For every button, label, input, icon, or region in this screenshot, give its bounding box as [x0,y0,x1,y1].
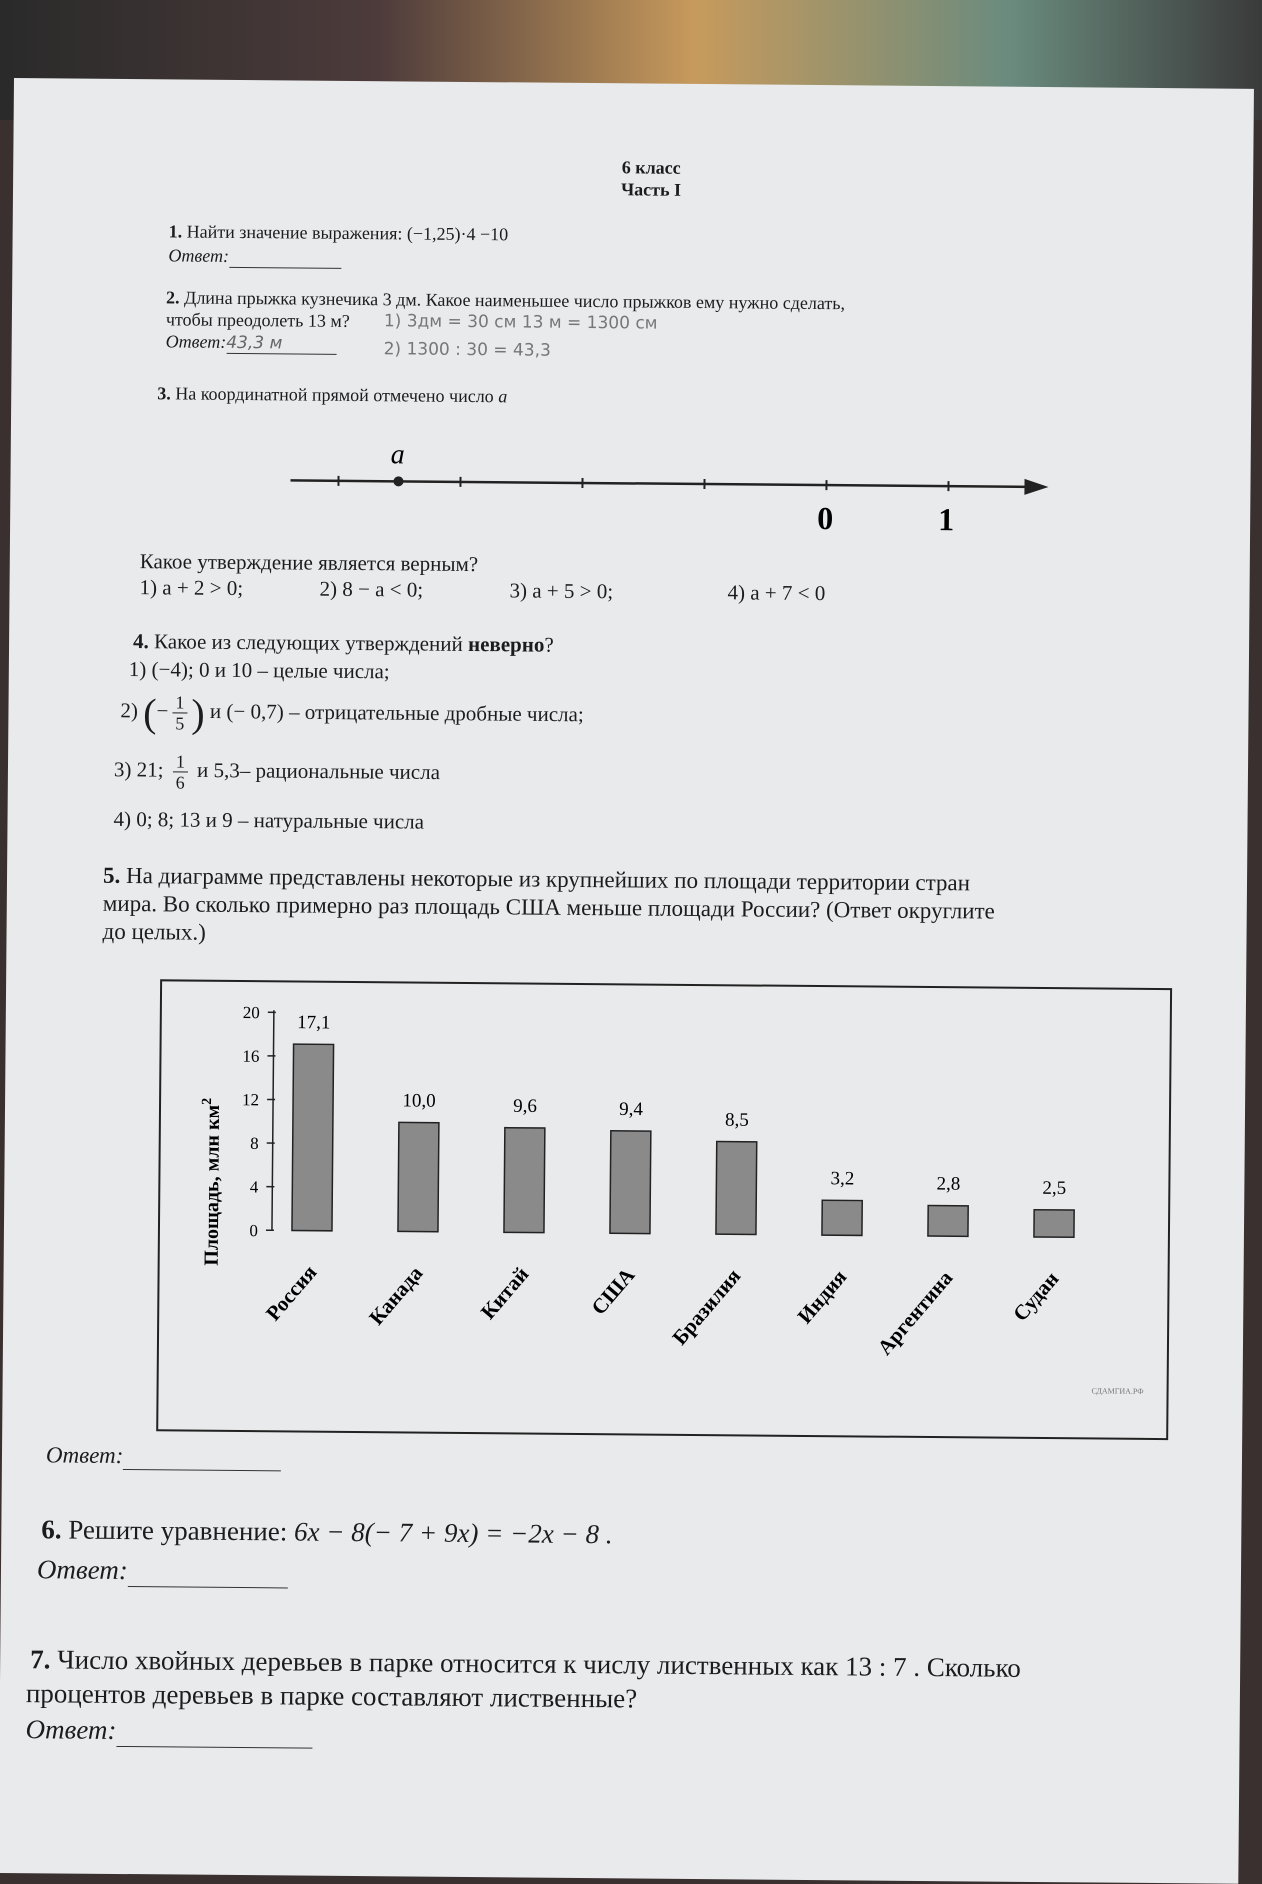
q4-option-1: 1) (−4); 0 и 10 – целые числа; [129,657,390,684]
question-1-text: Найти значение выражения: [187,222,403,244]
chart-y-axis-label: Площадь, млн $км^2$ [199,1098,224,1266]
category-label-2: Канада [364,1261,427,1330]
answer-label: Ответ: [168,245,229,266]
one-label: 1 [938,501,954,537]
question-4-text: Какое из следующих утверждений [154,629,463,656]
q4-option-3 [114,751,440,795]
fraction-one-sixth [173,751,188,792]
bar-1 [292,1044,334,1231]
question-5-text: На диаграмме представлены некоторые из крупнейших по площади территории стран [126,863,970,895]
bar-value-label-5: 8,5 [725,1110,749,1131]
category-label-8: Судан [1008,1267,1063,1326]
bar-7 [928,1206,968,1237]
answer-line-2 [166,331,337,354]
q4-option-4: 4) 0; 8; 13 и 9 – натуральные числа [113,807,424,835]
question-2-number: 2. [166,287,180,307]
answer-blank-7[interactable] [116,1715,312,1749]
question-4-mark: ? [544,633,554,657]
handwritten-answer-2[interactable]: 43,3 м [226,333,336,355]
bar-value-label-7: 2,8 [936,1174,960,1195]
category-label-1: Россия [261,1260,321,1325]
fraction-denominator: 5 [175,713,184,733]
y-tick-label-20: 20 [243,1003,260,1022]
number-line [290,420,1071,537]
question-4-number: 4. [133,629,149,653]
q4-option-3-num: 3) 21; [114,757,164,781]
question-3-prompt: Какое утверждение является верным? [140,549,479,577]
y-tick-label-8: 8 [250,1134,259,1153]
fraction-numerator: 1 [172,692,187,713]
question-3-number: 3. [157,383,171,403]
y-tick-label-0: 0 [249,1221,258,1240]
question-5-line3: до целых.) [102,919,206,946]
bar-value-label-3: 9,6 [513,1096,537,1117]
grade-heading: 6 класс [501,156,801,180]
bar-chart-frame [156,979,1172,1440]
q4-option-2-text: и (− 0,7) – отрицательные дробные числа; [210,699,584,726]
bar-8 [1034,1210,1074,1238]
question-2-line2: чтобы преодолеть 13 м? [166,309,350,332]
y-axis-line [272,1010,274,1230]
category-label-3: Китай [476,1262,534,1324]
question-1-expression: (−1,25)·4 −10 [407,223,508,244]
answer-label: Ответ: [25,1714,116,1745]
category-label-5: Бразилия [667,1264,745,1349]
part-heading: Часть I [501,178,801,202]
worksheet-page [0,78,1254,1884]
y-tick-label-12: 12 [242,1090,259,1109]
question-7-line2: процентов деревьев в парке составляют лиственные? [26,1678,638,1714]
q4-option-2-sign: − [156,699,168,723]
answer-line-5 [46,1442,282,1471]
bar-3 [504,1128,545,1233]
answer-blank-1[interactable] [229,246,341,269]
zero-label: 0 [817,500,833,536]
question-7-number: 7. [30,1644,51,1674]
bar-2 [398,1122,439,1231]
question-6-number: 6. [41,1514,62,1544]
question-3 [157,383,507,407]
q4-option-2-num: 2) [120,698,138,722]
answer-label: Ответ: [46,1442,124,1468]
bar-value-label-8: 2,5 [1042,1178,1066,1199]
bar-6 [822,1200,862,1235]
question-4-emphasis: неверно [468,632,545,657]
q3-option-1: 1) a + 2 > 0; [139,575,243,601]
q3-option-3: 3) a + 5 > 0; [509,578,613,604]
handwritten-work-1: 1) 3дм = 30 см 13 м = 1300 см [384,311,658,333]
bar-value-label-2: 10,0 [402,1090,435,1111]
answer-blank-6[interactable] [128,1555,288,1588]
fraction-numerator: 1 [173,751,188,772]
question-3-text: На координатной прямой отмечено число [175,383,494,406]
bar-value-label-6: 3,2 [830,1168,854,1189]
bar-value-label-1: 17,1 [297,1012,330,1033]
answer-line-6 [37,1554,288,1588]
number-line-arrow [1024,479,1048,495]
question-1 [169,221,509,245]
category-label-6: Индия [793,1265,852,1328]
question-5-number: 5. [103,863,120,888]
q3-option-2: 2) 8 − a < 0; [319,577,423,603]
point-a [393,476,403,486]
question-6-equation: 6x − 8(− 7 + 9x) = −2x − 8 . [294,1516,613,1549]
answer-blank-5[interactable] [123,1443,281,1471]
bar-4 [610,1131,651,1234]
bar-5 [716,1142,757,1235]
question-6 [41,1514,612,1550]
bar-chart [158,981,1166,1434]
answer-label: Ответ: [37,1554,128,1585]
chart-watermark: СДАМГИА.РФ [1091,1386,1143,1395]
question-1-number: 1. [169,221,183,241]
point-a-label: a [391,439,405,470]
q3-option-4: 4) a + 7 < 0 [727,580,825,606]
bar-value-label-4: 9,4 [619,1099,643,1120]
question-4 [133,629,554,658]
question-3-variable: a [498,386,507,406]
question-6-text: Решите уравнение: [68,1515,287,1547]
answer-line-1 [168,245,341,269]
fraction-one-fifth [172,692,187,733]
y-tick-label-16: 16 [242,1047,259,1066]
q4-option-3-text: и 5,3– рациональные числа [197,758,440,784]
q4-option-2: 2) (− $\frac{1}{5}$ ) и (− 0,7) – отрицательные дробные числа; [120,689,584,740]
handwritten-work-2: 2) 1300 : 30 = 43,3 [384,339,551,360]
question-5-line2: мира. Во сколько примерно раз площадь США меньше площади России? (Ответ округлите [103,891,995,925]
answer-label: Ответ: [166,331,227,352]
question-7-line1 [30,1644,1021,1684]
y-tick-label-4: 4 [250,1178,259,1197]
category-label-4: США [586,1263,639,1320]
fraction-denominator: 6 [176,772,185,792]
question-2-line1: Длина прыжка кузнечика 3 дм. Какое наименьшее число прыжков ему нужно сделать, [184,287,845,313]
question-7-text: Число хвойных деревьев в парке относится к числу лиственных как 13 : 7 . Сколько [57,1644,1021,1682]
answer-line-7 [25,1714,312,1749]
category-label-7: Аргентина [873,1266,958,1360]
